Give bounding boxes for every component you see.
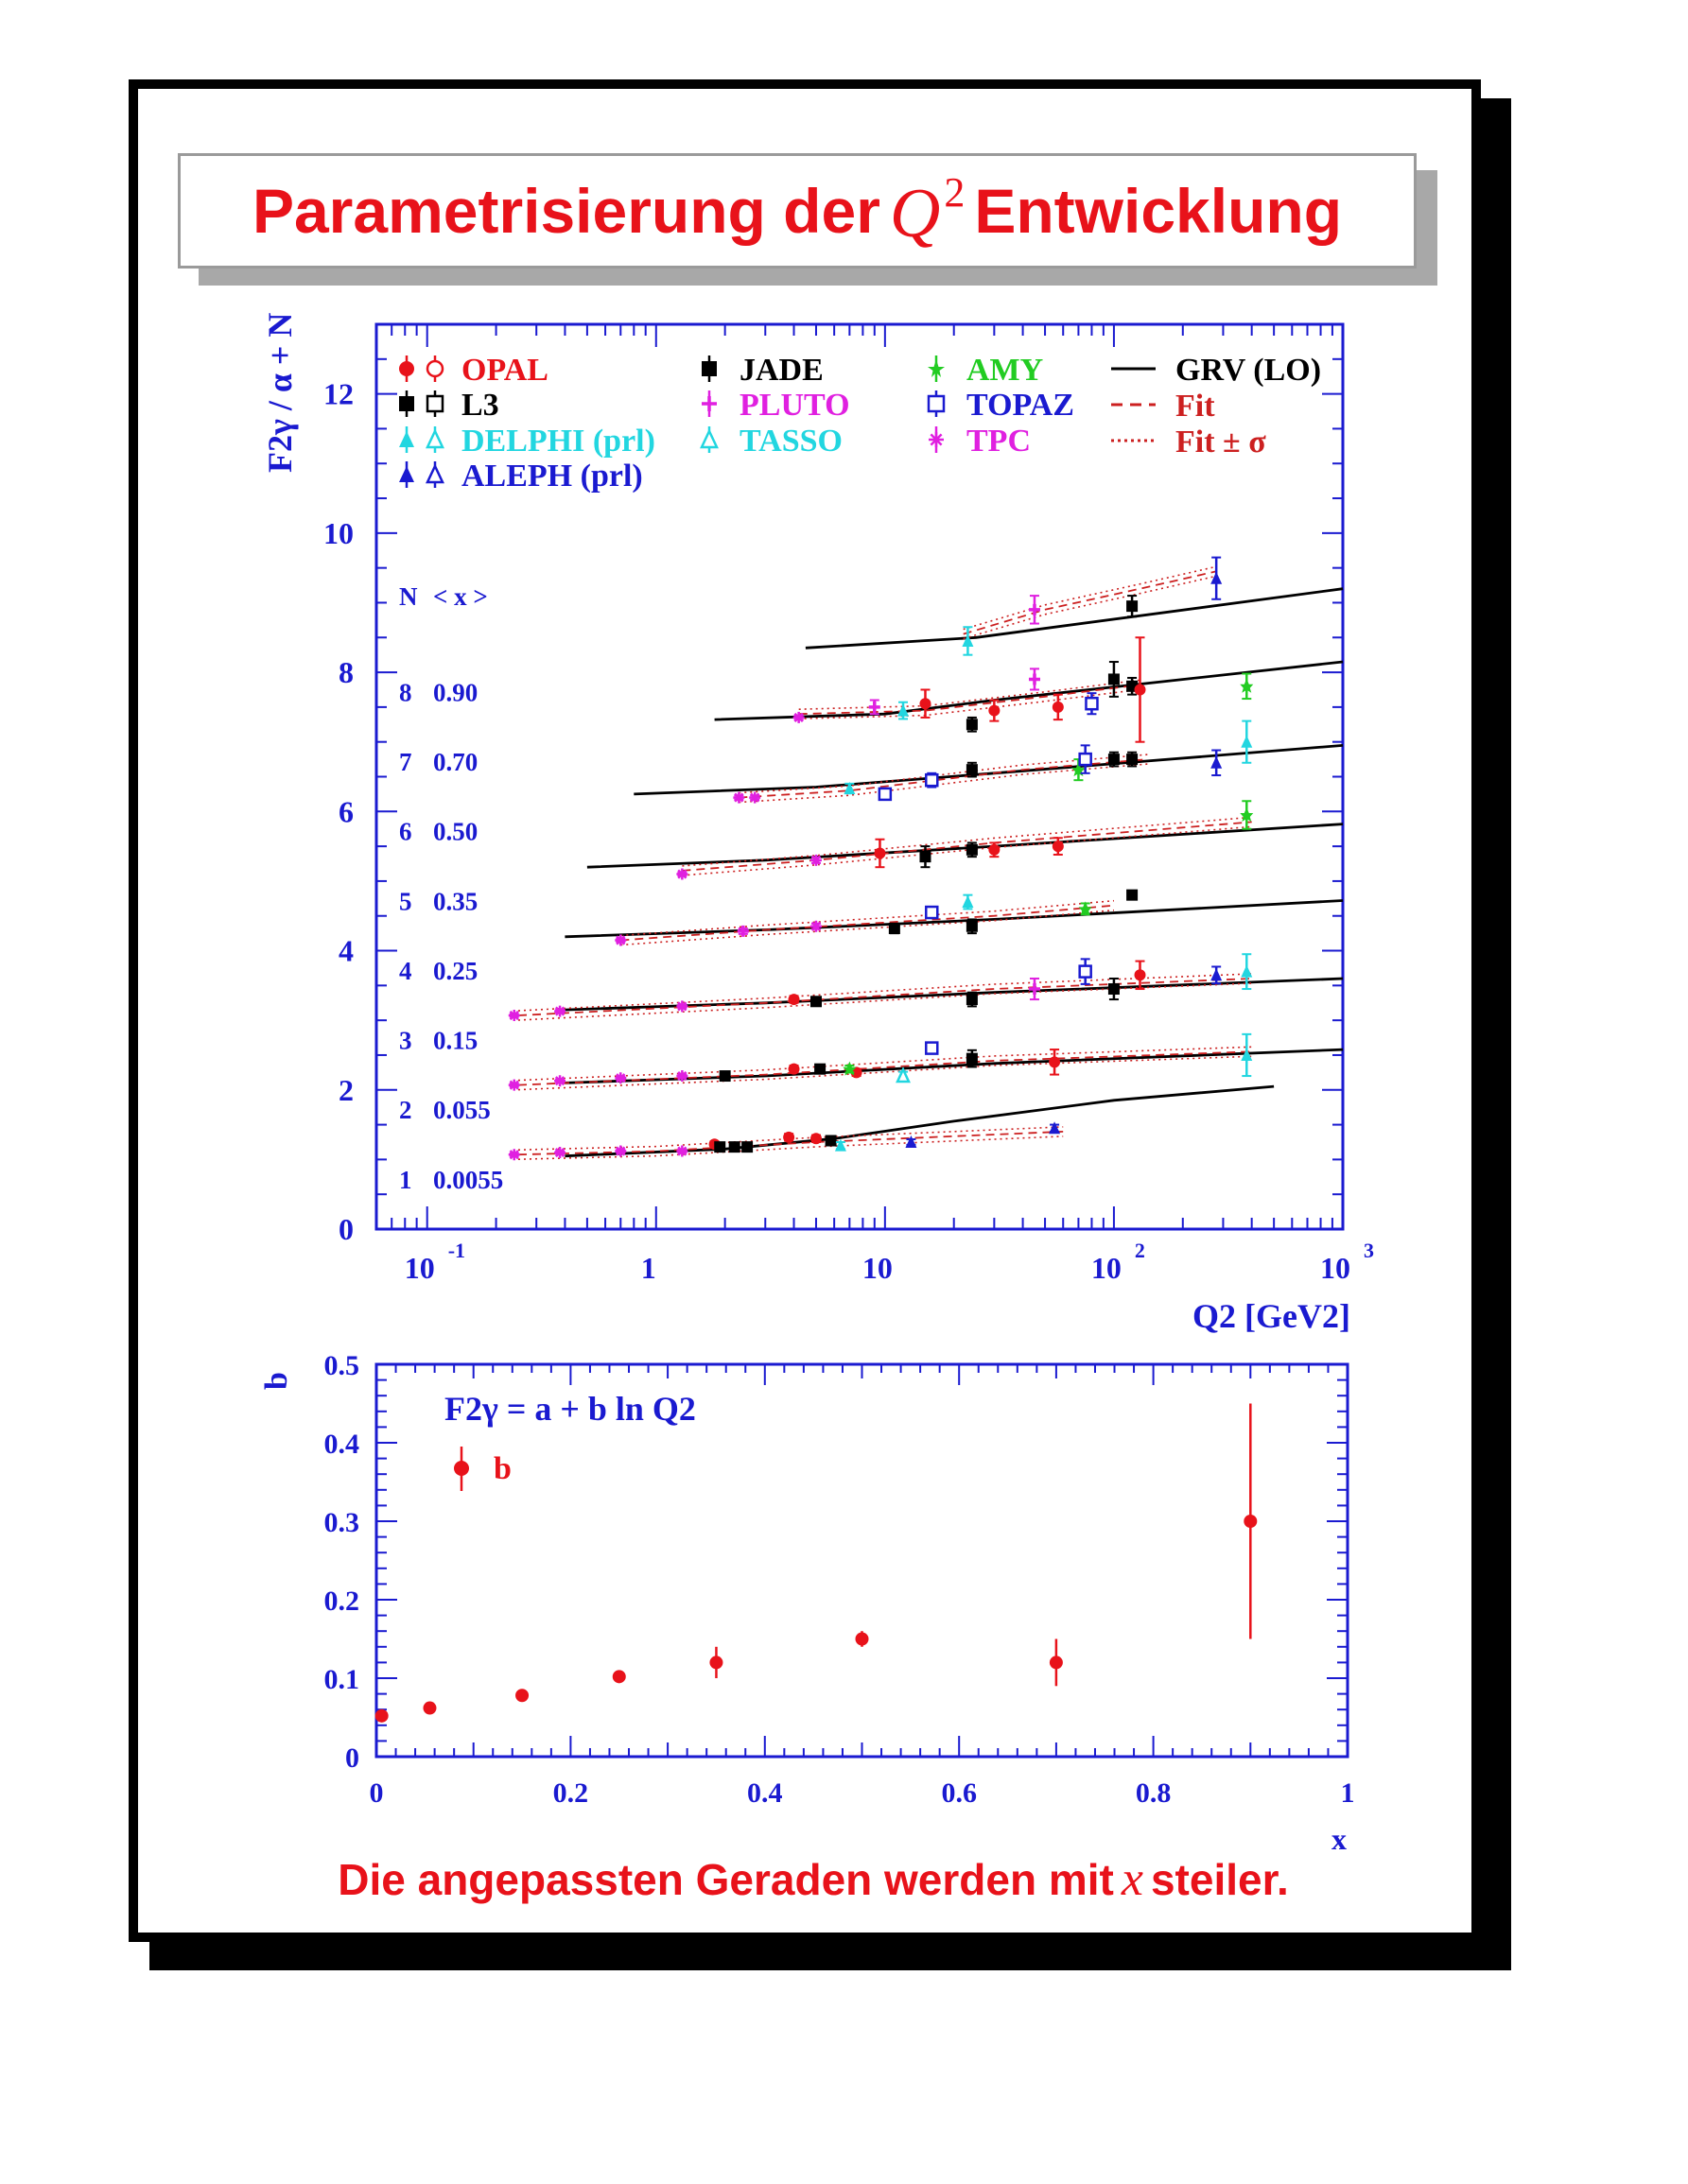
legend-label-l3: L3 xyxy=(461,388,499,423)
legend-label-aleph: ALEPH (prl) xyxy=(461,459,643,494)
data-point-tpc xyxy=(676,1070,687,1082)
data-point-jade xyxy=(966,719,978,730)
data-point-aleph xyxy=(1210,756,1222,769)
bin-n: 8 xyxy=(399,678,412,707)
x-tick-label: 0 xyxy=(369,1777,384,1809)
y-tick-label: 10 xyxy=(323,515,354,550)
y-tick-label: 4 xyxy=(339,933,354,968)
data-point-opal xyxy=(1053,702,1064,713)
x-tick-label: 10 xyxy=(1320,1251,1350,1285)
x-tick-exponent: -1 xyxy=(447,1239,466,1262)
legend-marker-jade xyxy=(702,361,717,376)
data-point-l3 xyxy=(1126,754,1138,765)
x-tick-label: 1 xyxy=(640,1251,656,1285)
y-tick-label: 0.5 xyxy=(323,1350,359,1381)
data-point-b xyxy=(856,1633,869,1646)
legend-label-tpc: TPC xyxy=(966,424,1031,459)
bin-n: 3 xyxy=(399,1026,412,1055)
legend-marker-tasso xyxy=(702,431,717,447)
y-tick-label: 8 xyxy=(339,655,354,690)
data-point-jade xyxy=(889,923,900,934)
data-point-delphi xyxy=(1241,965,1252,978)
data-point-tpc xyxy=(810,921,822,932)
data-point-l3 xyxy=(714,1141,725,1153)
data-point-jade xyxy=(966,921,978,932)
bin-x: 0.25 xyxy=(433,956,479,985)
y-tick-label: 0.2 xyxy=(323,1586,359,1617)
data-point-l3 xyxy=(1126,600,1138,612)
data-point-opal xyxy=(1135,684,1146,695)
bin-header-n: N xyxy=(399,582,418,611)
data-point-tpc xyxy=(676,869,687,880)
legend-marker-l3 xyxy=(399,396,414,411)
data-point-topaz xyxy=(1080,966,1091,978)
b-vs-x-chart xyxy=(259,1350,1355,1856)
data-point-aleph xyxy=(1210,968,1222,980)
legend-label-opal: OPAL xyxy=(461,353,548,388)
data-point-tpc xyxy=(676,1000,687,1012)
data-point-l3 xyxy=(1126,890,1138,901)
data-point-topaz xyxy=(879,789,891,800)
data-point-l3 xyxy=(810,996,822,1007)
legend-label-topaz: TOPAZ xyxy=(966,388,1074,423)
data-point-pluto xyxy=(738,926,749,937)
data-point-pluto xyxy=(1029,983,1040,995)
data-point-jade xyxy=(966,844,978,856)
y-tick-label: 0.3 xyxy=(323,1507,359,1538)
legend-marker-open-aleph xyxy=(427,466,443,482)
data-point-tpc xyxy=(554,1147,566,1158)
data-point-opal xyxy=(810,1133,822,1144)
x-tick-exponent: 2 xyxy=(1134,1239,1145,1262)
data-point-opal xyxy=(1135,969,1146,980)
data-point-b xyxy=(1244,1515,1257,1528)
fit-curve xyxy=(964,571,1216,633)
data-point-tpc xyxy=(793,712,805,723)
grv-curve xyxy=(565,1086,1274,1156)
data-point-b xyxy=(423,1702,436,1715)
bin-x: 0.055 xyxy=(433,1096,491,1125)
title-power: 2 xyxy=(944,168,966,216)
data-point-pluto xyxy=(869,702,880,713)
bin-n: 5 xyxy=(399,887,412,916)
bin-x: 0.70 xyxy=(433,748,479,777)
legend-marker-open-opal xyxy=(427,361,443,376)
data-point-l3 xyxy=(720,1070,731,1082)
data-point-tpc xyxy=(676,1146,687,1157)
data-point-b xyxy=(709,1655,722,1669)
footer-prefix: Die angepassten Geraden werden mit xyxy=(338,1855,1114,1904)
y-tick-label: 6 xyxy=(339,794,354,829)
x-tick-label: 10 xyxy=(1090,1251,1122,1285)
x-axis-label: x xyxy=(1331,1822,1347,1856)
bin-n: 2 xyxy=(399,1096,412,1125)
data-point-opal xyxy=(789,994,800,1005)
legend-label-b: b xyxy=(494,1451,512,1486)
bin-x: 0.15 xyxy=(433,1026,479,1055)
bin-x: 0.0055 xyxy=(433,1165,504,1194)
x-tick-label: 0.2 xyxy=(552,1777,589,1809)
data-point-pluto xyxy=(1029,673,1040,685)
grv-curve xyxy=(806,589,1343,649)
data-point-l3 xyxy=(814,1064,826,1075)
data-point-pluto xyxy=(1029,604,1040,615)
data-point-opal xyxy=(783,1132,794,1143)
legend xyxy=(399,353,1321,494)
data-point-delphi xyxy=(962,634,973,647)
fit-sigma-upper xyxy=(964,566,1216,629)
legend-label-fitsig: Fit ± σ xyxy=(1175,425,1266,459)
data-point-opal xyxy=(1053,841,1064,852)
fit-sigma-lower xyxy=(518,1056,1252,1089)
legend-marker-delphi xyxy=(399,431,414,447)
legend-label-tasso: TASSO xyxy=(740,424,843,459)
y-tick-label: 2 xyxy=(339,1072,354,1107)
y-tick-label: 0.1 xyxy=(323,1664,359,1695)
data-point-opal xyxy=(988,705,1000,717)
legend-marker-topaz xyxy=(929,396,944,411)
data-point-jade xyxy=(1108,983,1120,995)
footer-variable: x xyxy=(1121,1852,1143,1906)
legend-label-jade: JADE xyxy=(740,353,824,388)
y-tick-label: 0 xyxy=(339,1212,354,1246)
x-tick-label: 0.6 xyxy=(941,1777,977,1809)
x-tick-label: 10 xyxy=(861,1251,893,1285)
bin-n: 7 xyxy=(399,748,412,777)
data-point-b xyxy=(375,1709,389,1723)
data-point-jade xyxy=(966,994,978,1005)
bin-n: 6 xyxy=(399,817,412,846)
data-point-aleph xyxy=(1210,572,1222,584)
data-point-tpc xyxy=(749,792,760,804)
y-axis-label: b xyxy=(259,1372,294,1390)
data-point-tpc xyxy=(554,1006,566,1017)
fit-formula: F2γ = a + b ln Q2 xyxy=(444,1390,696,1428)
data-point-l3 xyxy=(741,1141,753,1153)
legend-marker-opal xyxy=(399,361,414,376)
data-point-tpc xyxy=(509,1149,520,1160)
x-tick-label: 0.4 xyxy=(747,1777,783,1809)
bin-x: 0.50 xyxy=(433,817,479,846)
data-point-topaz xyxy=(926,774,937,786)
legend-marker-open-delphi xyxy=(427,431,443,447)
legend-label-fit: Fit xyxy=(1175,389,1215,424)
bin-n: 4 xyxy=(399,956,412,985)
data-point-opal xyxy=(988,844,1000,856)
fit-sigma-upper xyxy=(518,1047,1252,1080)
data-point-topaz xyxy=(926,907,937,918)
footer-suffix: steiler. xyxy=(1150,1855,1289,1904)
slide-footer xyxy=(151,1851,1475,1907)
data-point-tpc xyxy=(509,1010,520,1021)
x-tick-label: 0.8 xyxy=(1135,1777,1172,1809)
data-point-delphi xyxy=(1241,736,1252,748)
data-point-jade xyxy=(966,1053,978,1065)
x-tick-label: 10 xyxy=(404,1251,435,1285)
data-point-opal xyxy=(919,698,931,709)
data-point-jade xyxy=(1108,754,1120,765)
data-point-topaz xyxy=(1086,698,1097,709)
x-axis-label: Q2 [GeV2] xyxy=(1192,1297,1350,1335)
data-point-b xyxy=(515,1689,529,1702)
title-variable: $Q^2$ xyxy=(889,168,966,252)
y-axis-label: F2γ / α + N xyxy=(261,312,299,473)
bins xyxy=(399,566,1343,1193)
legend-marker-aleph xyxy=(399,466,414,482)
y-tick-label: 0.4 xyxy=(323,1429,359,1460)
data-point-tpc xyxy=(554,1075,566,1086)
data-point-l3 xyxy=(729,1141,740,1153)
x-tick-label: 1 xyxy=(1340,1777,1355,1809)
legend-label-delphi: DELPHI (prl) xyxy=(461,424,655,459)
y-tick-label: 12 xyxy=(323,376,354,411)
data-point-delphi xyxy=(962,895,973,908)
legend-marker-open-l3 xyxy=(427,396,443,411)
fit-curve xyxy=(620,906,1114,941)
legend-label-grv: GRV (LO) xyxy=(1175,353,1322,388)
data-point-opal xyxy=(789,1064,800,1075)
x-tick-exponent: 3 xyxy=(1364,1239,1374,1262)
data-point-jade xyxy=(1108,673,1120,685)
data-point-b xyxy=(1050,1655,1063,1669)
bin-x: 0.35 xyxy=(433,887,479,916)
data-point-tpc xyxy=(615,1146,626,1157)
legend-label-amy: AMY xyxy=(966,353,1044,388)
legend-marker-pluto xyxy=(702,396,717,411)
fit-sigma-lower xyxy=(964,576,1216,638)
bin-n: 1 xyxy=(399,1165,412,1194)
data-point-jade xyxy=(966,764,978,775)
data-point-tpc xyxy=(509,1080,520,1091)
data-point-tpc xyxy=(615,934,626,945)
legend-label-pluto: PLUTO xyxy=(740,388,850,423)
data-point-tpc xyxy=(733,792,744,804)
y-tick-label: 0 xyxy=(345,1742,359,1774)
fit-sigma-lower xyxy=(620,910,1114,945)
bin-x: 0.90 xyxy=(433,678,479,707)
title-suffix: Entwicklung xyxy=(974,176,1343,246)
data-point-jade xyxy=(919,851,931,862)
title-prefix: Parametrisierung der xyxy=(252,176,880,246)
data-point-topaz xyxy=(926,1043,937,1054)
data-point-topaz xyxy=(1080,754,1091,765)
f2-vs-q2-chart xyxy=(261,313,1374,1335)
data-point-l3 xyxy=(826,1135,837,1147)
bin-header-x: < x > xyxy=(433,582,488,611)
legend-marker-b xyxy=(454,1461,469,1476)
data-point-opal xyxy=(874,847,885,858)
data-point-opal xyxy=(1049,1056,1060,1067)
data-point-b xyxy=(613,1670,626,1683)
legend-marker-tpc xyxy=(929,432,944,447)
fit-sigma-upper xyxy=(682,817,1251,866)
